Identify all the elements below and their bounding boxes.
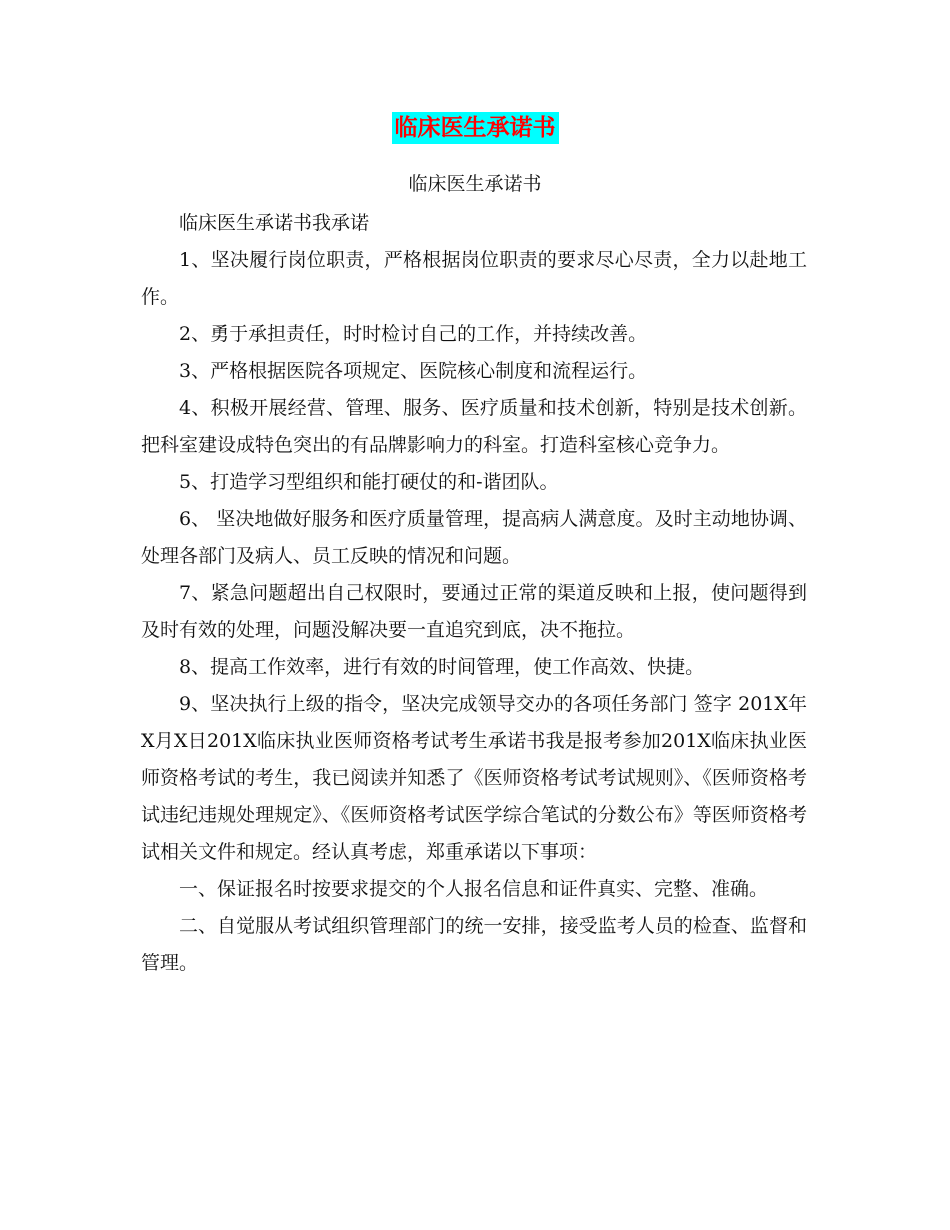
title-container — [0, 112, 950, 144]
document-subtitle: 临床医生承诺书 — [408, 173, 542, 195]
paragraph-item-4: 4、积极开展经营、管理、服务、医疗质量和技术创新，特别是技术创新。把科室建设成特色突出的有品牌影响力的科室。打造科室核心竞争力。 — [141, 397, 807, 456]
document-title: 临床医生承诺书 — [392, 112, 559, 144]
paragraph-item-6: 6、 坚决地做好服务和医疗质量管理，提高病人满意度。及时主动地协调、处理各部门及病人、员工反映的情况和问题。 — [141, 508, 807, 567]
paragraph-item-7: 7、紧急问题超出自己权限时，要通过正常的渠道反映和上报，使问题得到及时有效的处理，问题没解决要一直追究到底，决不拖拉。 — [141, 582, 807, 641]
paragraph-intro: 临床医生承诺书我承诺 — [179, 212, 370, 234]
paragraph-pledge-2: 二、自觉服从考试组织管理部门的统一安排，接受监考人员的检查、监督和管理。 — [141, 915, 807, 974]
document-body — [141, 205, 807, 982]
paragraph-item-9: 9、坚决执行上级的指令，坚决完成领导交办的各项任务部门 签字 201X年X月X日201X临床执业医师资格考试考生承诺书我是报考参加201X临床执业医师资格考试的考生，我已阅读并知悉了《医师资格考试考试规则》、《医师资格考试违纪违规处理规定》、《医师资格考试医学综合笔试的分数公布》等医师资格考试相关文件和规定。经认真考虑，郑重承诺以下事项： — [141, 693, 807, 863]
paragraph-item-5: 5、打造学习型组织和能打硬仗的和-谐团队。 — [179, 471, 559, 493]
paragraph-item-3: 3、严格根据医院各项规定、医院核心制度和流程运行。 — [179, 360, 648, 382]
paragraph-item-2: 2、勇于承担责任，时时检讨自己的工作，并持续改善。 — [179, 323, 648, 345]
paragraph-item-1: 1、坚决履行岗位职责，严格根据岗位职责的要求尽心尽责，全力以赴地工作。 — [141, 249, 807, 308]
paragraph-pledge-1: 一、保证报名时按要求提交的个人报名信息和证件真实、完整、准确。 — [179, 878, 769, 900]
paragraph-item-8: 8、提高工作效率，进行有效的时间管理，使工作高效、快捷。 — [179, 656, 705, 678]
